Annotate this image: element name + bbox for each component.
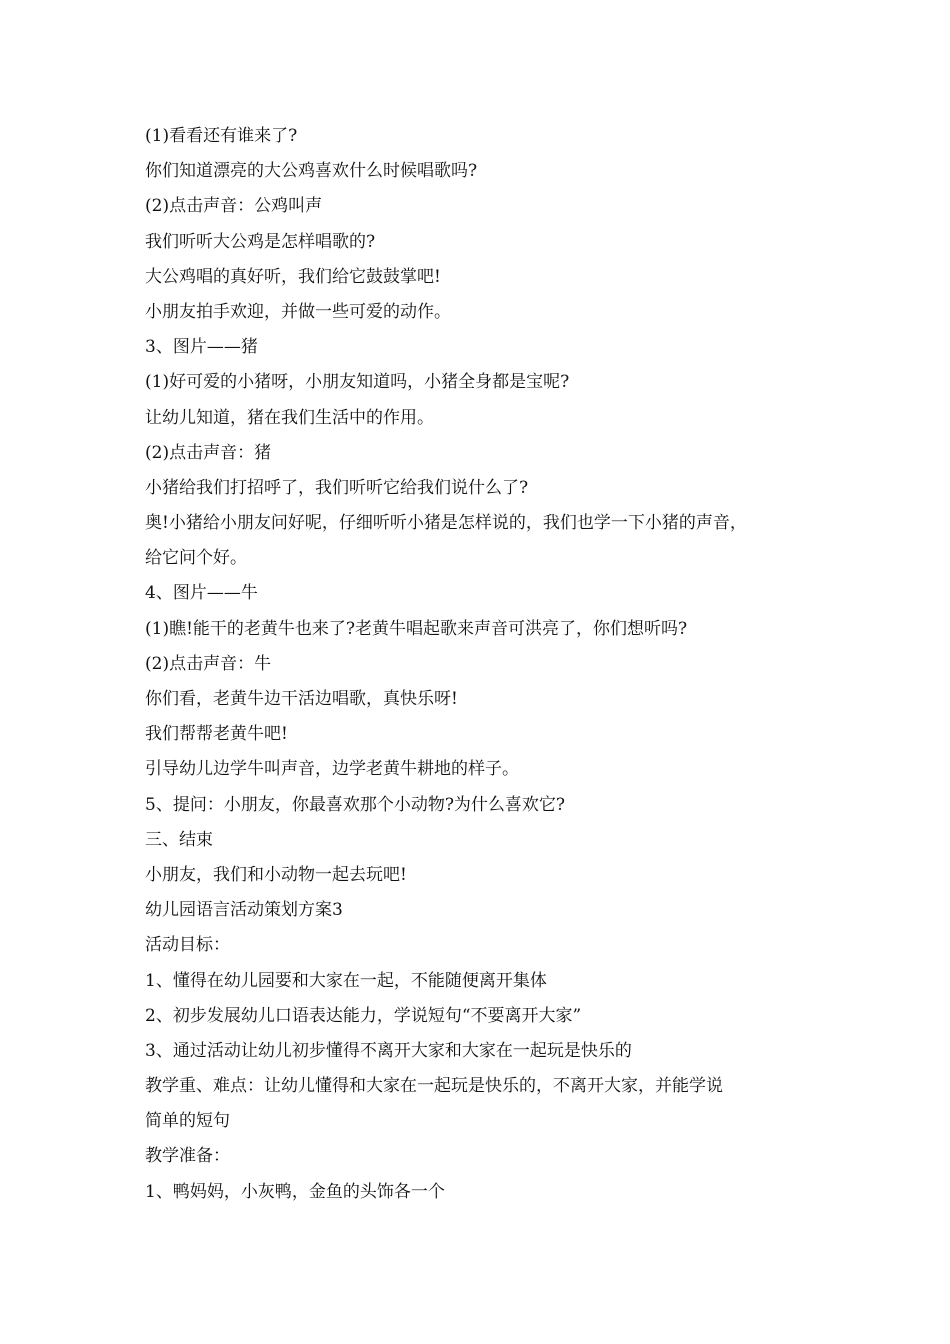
text-line: (1)看看还有谁来了? [145, 126, 298, 146]
section-heading: 活动目标： [145, 935, 230, 956]
text-line: 给它问个好。 [145, 548, 247, 569]
text-line: (1)瞧!能干的老黄牛也来了?老黄牛唱起歌来声音可洪亮了，你们想听吗? [145, 618, 688, 639]
document-body [145, 119, 835, 1210]
text-line: 让幼儿知道，猪在我们生活中的作用。 [145, 407, 434, 428]
text-line: 我们听听大公鸡是怎样唱歌的? [145, 231, 376, 252]
document-title: 幼儿园语言活动策划方案3 [145, 900, 343, 921]
text-line: (2)点击声音：牛 [145, 653, 272, 674]
text-line: 1、懂得在幼儿园要和大家在一起，不能随便离开集体 [145, 970, 547, 991]
section-heading: 三、结束 [145, 829, 213, 850]
section-heading: 教学准备： [145, 1146, 230, 1167]
text-line: 我们帮帮老黄牛吧! [145, 724, 288, 745]
text-line: 你们看，老黄牛边干活边唱歌，真快乐呀! [145, 689, 458, 709]
text-line: 小朋友拍手欢迎，并做一些可爱的动作。 [145, 301, 451, 322]
text-line: 你们知道漂亮的大公鸡喜欢什么时候唱歌吗? [145, 161, 478, 182]
text-line: 奥!小猪给小朋友问好呢，仔细听听小猪是怎样说的，我们也学一下小猪的声音， [145, 513, 747, 534]
text-line: (2)点击声音：猪 [145, 442, 272, 463]
text-line: 大公鸡唱的真好听，我们给它鼓鼓掌吧! [145, 266, 441, 287]
text-line: 小猪给我们打招呼了，我们听听它给我们说什么了? [145, 477, 529, 498]
text-line: 5、提问：小朋友，你最喜欢那个小动物?为什么喜欢它? [145, 794, 566, 815]
text-line: 教学重、难点：让幼儿懂得和大家在一起玩是快乐的，不离开大家，并能学说 [145, 1076, 723, 1097]
section-heading: 3、图片——猪 [145, 337, 258, 358]
text-line: 小朋友，我们和小动物一起去玩吧! [145, 864, 407, 885]
text-line: 2、初步发展幼儿口语表达能力，学说短句“不要离开大家” [145, 1005, 582, 1026]
text-line: 简单的短句 [145, 1111, 230, 1132]
text-line: (2)点击声音：公鸡叫声 [145, 196, 323, 217]
text-line: 3、通过活动让幼儿初步懂得不离开大家和大家在一起玩是快乐的 [145, 1040, 632, 1061]
section-heading: 4、图片——牛 [145, 583, 258, 604]
text-line: 1、鸭妈妈，小灰鸭，金鱼的头饰各一个 [145, 1181, 445, 1202]
text-line: (1)好可爱的小猪呀，小朋友知道吗，小猪全身都是宝呢? [145, 372, 570, 393]
text-line: 引导幼儿边学牛叫声音，边学老黄牛耕地的样子。 [145, 759, 519, 780]
